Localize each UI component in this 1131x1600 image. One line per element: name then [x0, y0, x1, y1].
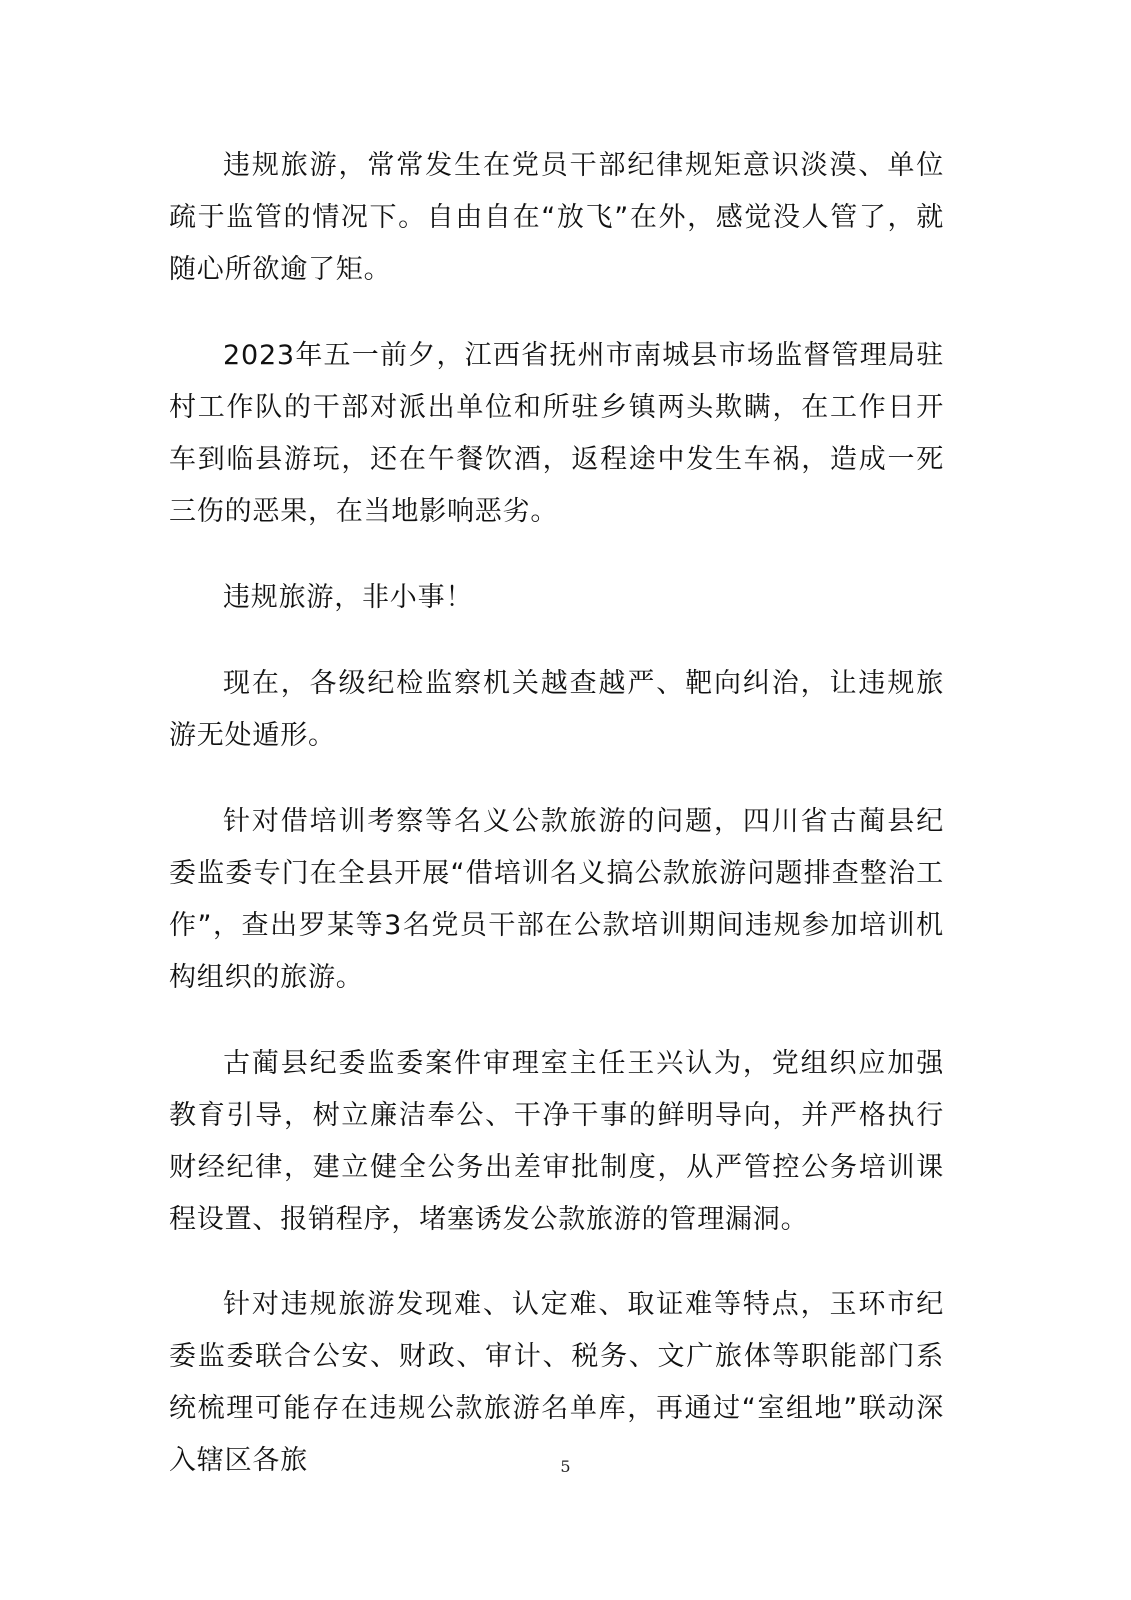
- paragraph-7: 针对违规旅游发现难、认定难、取证难等特点，玉环市纪委监委联合公安、财政、审计、税务、文广旅体等职能部门系统梳理可能存在违规公款旅游名单库，再通过“室组地”联动深入辖区各旅: [169, 1289, 944, 1476]
- paragraph-5: 针对借培训考察等名义公款旅游的问题，四川省古蔺县纪委监委专门在全县开展“借培训名义搞公款旅游问题排查整治工作”，查出罗某等3名党员干部在公款培训期间违规参加培训机构组织的旅游。: [169, 806, 944, 993]
- paragraph-3: 违规旅游，非小事！: [223, 582, 474, 613]
- paragraph-6: 古蔺县纪委监委案件审理室主任王兴认为，党组织应加强教育引导，树立廉洁奉公、干净干事的鲜明导向，并严格执行财经纪律，建立健全公务出差审批制度，从严管控公务培训课程设置、报销程序，堵塞诱发公款旅游的管理漏洞。: [169, 1048, 944, 1235]
- paragraph-4: 现在，各级纪检监察机关越查越严、靶向纠治，让违规旅游无处遁形。: [169, 668, 944, 751]
- paragraph-2: 2023年五一前夕，江西省抚州市南城县市场监督管理局驻村工作队的干部对派出单位和所驻乡镇两头欺瞒，在工作日开车到临县游玩，还在午餐饮酒，返程途中发生车祸，造成一死三伤的恶果，在当地影响恶劣。: [169, 340, 944, 527]
- paragraph-1: 违规旅游，常常发生在党员干部纪律规矩意识淡漠、单位疏于监管的情况下。自由自在“放飞”在外，感觉没人管了，就随心所欲逾了矩。: [169, 150, 944, 285]
- page-number: 5: [560, 1457, 571, 1476]
- document-body: [169, 140, 944, 1487]
